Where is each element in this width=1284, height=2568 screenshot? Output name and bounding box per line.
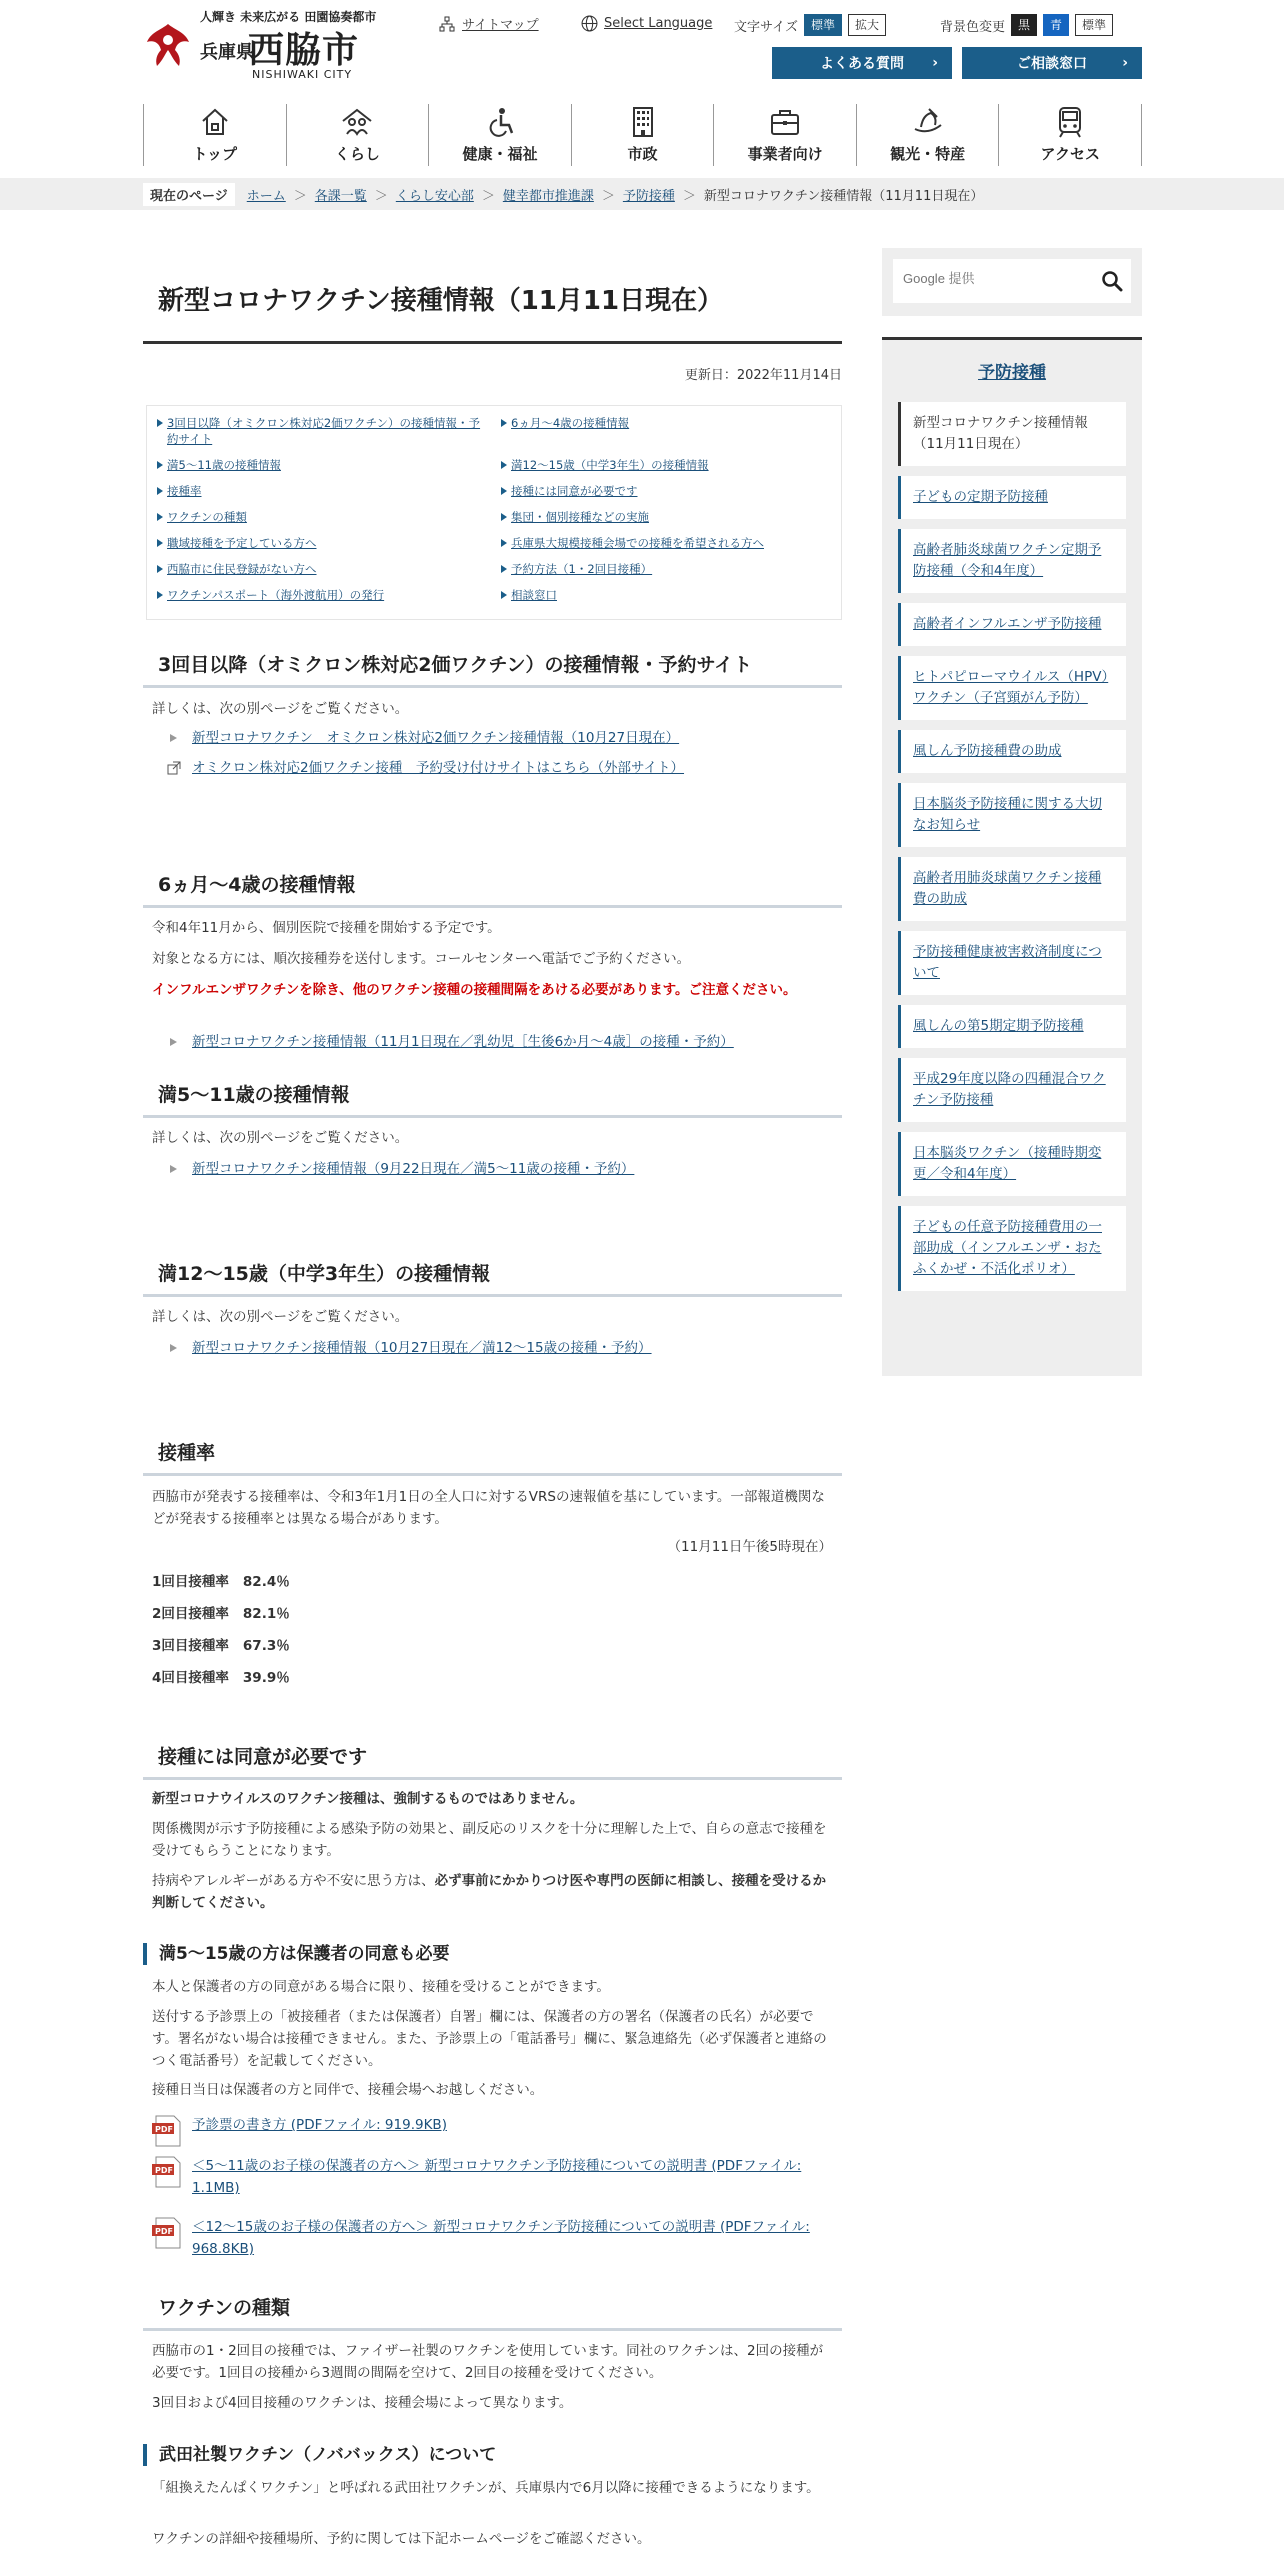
city-logo-icon[interactable]	[143, 20, 193, 70]
subsection-heading: 武田社製ワクチン（ノババックス）について	[143, 2444, 842, 2466]
triangle-bullet-icon	[170, 734, 177, 742]
rate-label: 2回目接種率	[152, 1606, 229, 1622]
sidebar-item[interactable]	[898, 529, 1126, 593]
section-text: 西脇市が発表する接種率は、令和3年1月1日の全人口に対するVRSの速報値を基にしています。一部報道機関などが発表する接種率とは異なる場合があります。	[152, 1489, 825, 1527]
section-text: 送付する予診票上の「被接種者（または保護者）自署」欄には、保護者の方の署名（保護者の氏名）が必要です。署名がない場合は接種できません。また、予診票上の「電話番号」欄に、緊急連絡先（必ず保護者と連絡のつく電話番号）を記載してください。	[152, 2009, 827, 2069]
breadcrumb	[0, 178, 1284, 210]
external-link-icon	[166, 760, 182, 776]
rate-value: 82.4％	[242, 1574, 290, 1590]
rate-value: 82.1％	[242, 1606, 290, 1622]
sidebar-item[interactable]	[898, 1132, 1126, 1196]
section-heading: 3回目以降（オミクロン株対応2価ワクチン）の接種情報・予約サイト	[143, 650, 842, 688]
pdf-icon	[152, 2114, 184, 2148]
age5-11-info-link[interactable]: 新型コロナワクチン接種情報（9月22日現在／満5～11歳の接種・予約）	[192, 1161, 635, 1177]
sidebar-item-link[interactable]: 風しん予防接種費の助成	[913, 743, 1062, 759]
omicron-info-link[interactable]: 新型コロナワクチン オミクロン株対応2価ワクチン接種情報（10月27日現在）	[192, 730, 680, 746]
sidebar-item-link[interactable]: 高齢者用肺炎球菌ワクチン接種費の助成	[913, 870, 1102, 907]
gnav-label: 事業者向け	[747, 145, 823, 163]
rate-label: 1回目接種率	[152, 1574, 229, 1590]
section-heading: 接種には同意が必要です	[143, 1742, 842, 1780]
breadcrumb-link-kurashi[interactable]: くらし安心部	[395, 189, 474, 204]
toc-link[interactable]: 相談窓口	[499, 587, 833, 603]
toc-link[interactable]: 兵庫県大規模接種会場での接種を希望される方へ	[499, 535, 833, 551]
triangle-bullet-icon	[170, 1038, 177, 1046]
section-text: 本人と保護者の方の同意がある場合に限り、接種を受けることができます。	[152, 1979, 610, 1995]
breadcrumb-separator: ＞	[374, 189, 388, 204]
section-heading: 満5～11歳の接種情報	[143, 1080, 842, 1118]
sidebar-item[interactable]	[898, 1005, 1126, 1048]
gnav-item-health[interactable]	[428, 104, 571, 166]
section-bold-text: 新型コロナウイルスのワクチン接種は、強制するものではありません。	[152, 1791, 584, 1807]
rate-label: 4回目接種率	[152, 1670, 229, 1686]
breadcrumb-separator: ＞	[481, 189, 495, 204]
consult-button-label: ご相談窓口	[1017, 56, 1087, 72]
sidebar-item-current: 新型コロナワクチン接種情報（11月11日現在）	[898, 402, 1126, 466]
section-text: 令和4年11月から、個別医院で接種を開始する予定です。	[152, 920, 501, 936]
pdf-icon	[152, 2216, 184, 2250]
pdf-link[interactable]: ＜5～11歳のお子様の保護者の方へ＞ 新型コロナワクチン予防接種についての説明書 (PDFファイル: 1.1MB)	[192, 2158, 802, 2196]
breadcrumb-separator: ＞	[293, 189, 307, 204]
bg-black-button[interactable]: 黒	[1011, 14, 1037, 36]
sidebar-item-link[interactable]: 風しんの第5期定期予防接種	[913, 1018, 1084, 1034]
language-wrap	[580, 14, 712, 32]
triangle-bullet-icon	[170, 1344, 177, 1352]
rate-label: 3回目接種率	[152, 1638, 229, 1654]
section-text-part: 持病やアレルギーがある方や不安に思う方は、	[152, 1873, 435, 1889]
section-text: 3回目および4回目接種のワクチンは、接種会場によって異なります。	[152, 2395, 573, 2411]
sidebar-item[interactable]	[898, 783, 1126, 847]
select-language-link[interactable]: Select Language	[604, 15, 713, 31]
gnav-label: 健康・福祉	[462, 145, 538, 163]
pdf-link[interactable]: ＜12～15歳のお子様の保護者の方へ＞ 新型コロナワクチン予防接種についての説明書 (PDFファイル: 968.8KB)	[192, 2219, 810, 2257]
rate-value: 67.3％	[242, 1638, 290, 1654]
section-text: 詳しくは、次の別ページをご覧ください。	[152, 1130, 409, 1146]
infant-info-link[interactable]: 新型コロナワクチン接種情報（11月1日現在／乳幼児［生後6か月～4歳］の接種・予約）	[192, 1034, 734, 1050]
link-row	[166, 1158, 826, 1180]
briefcase-icon	[768, 105, 802, 139]
gnav-item-tourism[interactable]	[856, 104, 999, 166]
triangle-bullet-icon	[170, 1165, 177, 1173]
toc-link[interactable]: ワクチンパスポート（海外渡航用）の発行	[155, 587, 489, 603]
pdf-link-row	[152, 2114, 832, 2136]
sidebar-item[interactable]	[898, 476, 1126, 519]
font-large-button[interactable]: 拡大	[848, 14, 886, 36]
table-of-contents	[146, 405, 842, 620]
subsection-heading: 満5～15歳の方は保護者の同意も必要	[143, 1943, 842, 1965]
section-text: ワクチンの詳細や接種場所、予約に関しては下記ホームページをご確認ください。	[152, 2531, 651, 2547]
toc-link[interactable]: 職域接種を予定している方へ	[155, 535, 489, 551]
section-text: 接種日当日は保護者の方と同伴で、接種会場へお越しください。	[152, 2082, 544, 2098]
breadcrumb-separator: ＞	[682, 189, 696, 204]
rate-row	[152, 1602, 290, 1622]
link-row	[166, 757, 826, 779]
link-row	[166, 1337, 826, 1359]
rate-row	[152, 1634, 290, 1654]
sidebar-title-link[interactable]: 予防接種	[978, 363, 1046, 383]
gnav-label: アクセス	[1040, 145, 1101, 163]
breadcrumb-link-departments[interactable]: 各課一覧	[314, 189, 367, 204]
age12-15-info-link[interactable]: 新型コロナワクチン接種情報（10月27日現在／満12～15歳の接種・予約）	[192, 1340, 652, 1356]
warning-text: インフルエンザワクチンを除き、他のワクチン接種の接種間隔をあける必要があります。ご注意ください。	[152, 982, 797, 998]
city-name-roman: NISHIWAKI CITY	[252, 68, 353, 81]
bg-blue-button[interactable]: 青	[1043, 14, 1069, 36]
section-text: 詳しくは、次の別ページをご覧ください。	[152, 701, 409, 717]
link-row	[166, 727, 826, 749]
updated-date: 更新日：2022年11月14日	[684, 368, 842, 383]
sidebar-item[interactable]	[898, 857, 1126, 921]
pdf-link-row	[152, 2155, 832, 2199]
sidebar-item-link[interactable]: 予防接種健康被害救済制度について	[913, 944, 1102, 981]
section-text-emphasis: 必ず事前にかかりつけ医や専門の医師に相談し、接種を受けるか判断してください。	[152, 1873, 827, 1911]
toc-link[interactable]: 予約方法（1・2回目接種）	[499, 561, 833, 577]
sitemap-link-wrap	[438, 14, 539, 33]
faq-button-label: よくある質問	[820, 56, 904, 72]
section-text: 対象となる方には、順次接種券を送付します。コールセンターへ電話でご予約ください。	[152, 951, 691, 967]
section-text: 詳しくは、次の別ページをご覧ください。	[152, 1309, 409, 1325]
wheelchair-icon	[483, 105, 517, 139]
sitemap-icon	[438, 15, 456, 33]
bg-standard-button[interactable]: 標準	[1075, 14, 1113, 36]
sidebar-item-link[interactable]: 平成29年度以降の四種混合ワクチン予防接種	[913, 1071, 1106, 1108]
toc-link[interactable]: 接種率	[155, 483, 489, 499]
sidebar-nav	[882, 337, 1142, 1376]
rate-value: 39.9％	[242, 1670, 290, 1686]
section-heading: 満12～15歳（中学3年生）の接種情報	[143, 1259, 842, 1297]
link-row	[166, 1031, 826, 1053]
omicron-reservation-link[interactable]: オミクロン株対応2価ワクチン接種 予約受け付けサイトはこちら（外部サイト）	[192, 760, 685, 776]
section-heading: 接種率	[143, 1438, 842, 1476]
search-input[interactable]	[903, 271, 1083, 286]
toc-link[interactable]: 集団・個別接種などの実施	[499, 509, 833, 525]
section-text: 西脇市の1・2回目の接種では、ファイザー社製のワクチンを使用しています。同社のワクチンは、2回の接種が必要です。1回目の接種から3週間の間隔を空けて、2回目の接種を受けてください。	[152, 2343, 824, 2381]
house-icon	[198, 105, 232, 139]
sidebar-item[interactable]	[898, 730, 1126, 773]
breadcrumb-link-vaccination[interactable]: 予防接種	[622, 189, 675, 204]
toc-link[interactable]: 西脇市に住民登録がない方へ	[155, 561, 489, 577]
bg-color-controls	[940, 14, 1113, 36]
breadcrumb-here-label: 現在のページ	[143, 183, 235, 206]
sidebar-item[interactable]	[898, 931, 1126, 995]
chevron-right-icon: ›	[932, 55, 938, 71]
toc-link[interactable]: 3回目以降（オミクロン株対応2価ワクチン）の接種情報・予約サイト	[155, 415, 489, 447]
gnav-label: 市政	[627, 145, 658, 163]
svg-text:PDF: PDF	[155, 2125, 173, 2134]
sidebar-item[interactable]	[898, 603, 1126, 646]
rate-row	[152, 1666, 290, 1686]
hat-icon	[911, 105, 945, 139]
pdf-link-row	[152, 2216, 832, 2260]
sidebar-item-link[interactable]: 高齢者インフルエンザ予防接種	[913, 616, 1102, 632]
consult-button[interactable]	[962, 47, 1142, 79]
bg-color-label: 背景色変更	[940, 19, 1006, 35]
breadcrumb-current: 新型コロナワクチン接種情報（11月11日現在）	[703, 189, 984, 204]
toc-link[interactable]: 満5～11歳の接種情報	[155, 457, 489, 473]
building-icon	[626, 105, 660, 139]
breadcrumb-separator: ＞	[601, 189, 615, 204]
toc-link[interactable]: ワクチンの種類	[155, 509, 489, 525]
section-text	[152, 1870, 832, 1914]
sitemap-link[interactable]: サイトマップ	[462, 18, 539, 33]
pdf-icon	[152, 2155, 184, 2189]
site-search	[882, 248, 1142, 316]
sidebar-item-link[interactable]: 日本脳炎ワクチン（接種時期変更／令和4年度）	[913, 1145, 1102, 1182]
pdf-link[interactable]: 予診票の書き方 (PDFファイル: 919.9KB)	[192, 2117, 447, 2133]
sidebar-item-link[interactable]: 高齢者肺炎球菌ワクチン定期予防接種（令和4年度）	[913, 542, 1102, 579]
sidebar-item-link[interactable]: 子どもの任意予防接種費用の一部助成（インフルエンザ・おたふくかぜ・不活化ポリオ）	[913, 1219, 1102, 1277]
gnav-label: トップ	[192, 145, 238, 163]
svg-text:PDF: PDF	[155, 2227, 173, 2236]
rate-row	[152, 1570, 290, 1590]
gnav-item-business[interactable]	[713, 104, 856, 166]
breadcrumb-link-kenko[interactable]: 健幸都市推進課	[502, 189, 594, 204]
train-icon	[1053, 105, 1087, 139]
breadcrumb-link-home[interactable]: ホーム	[246, 189, 286, 204]
sidebar-item-link[interactable]: 日本脳炎予防接種に関する大切なお知らせ	[913, 796, 1102, 833]
sidebar-item[interactable]	[898, 656, 1126, 720]
section-text: 関係機関が示す予防接種による感染予防の効果と、副反応のリスクを十分に理解した上で、自らの意志で接種を受けてもらうことになります。	[152, 1821, 827, 1859]
city-name[interactable]: 西脇市	[248, 30, 360, 71]
gnav-item-top[interactable]	[143, 104, 286, 166]
sidebar-item-link[interactable]: 子どもの定期予防接種	[913, 489, 1048, 505]
toc-link[interactable]: 6ヵ月～4歳の接種情報	[499, 415, 833, 447]
gnav-item-shisei[interactable]	[571, 104, 714, 166]
gnav-item-kurashi[interactable]	[286, 104, 429, 166]
svg-text:PDF: PDF	[155, 2166, 173, 2175]
prefecture-name: 兵庫県	[200, 42, 254, 63]
sidebar-item-link[interactable]: ヒトパピローマウイルス（HPV）ワクチン（子宮頸がん予防）	[913, 669, 1109, 706]
font-size-controls	[734, 14, 886, 36]
page-title: 新型コロナワクチン接種情報（11月11日現在）	[143, 248, 842, 344]
sidebar-item[interactable]	[898, 1206, 1126, 1291]
faq-button[interactable]	[772, 47, 952, 79]
gnav-label: くらし	[334, 145, 380, 163]
section-heading: 6ヵ月～4歳の接種情報	[143, 870, 842, 908]
gnav-label: 観光・特産	[890, 145, 966, 163]
section-heading: ワクチンの種類	[143, 2293, 842, 2331]
chevron-right-icon: ›	[1122, 55, 1128, 71]
globe-icon	[580, 14, 598, 32]
font-size-label: 文字サイズ	[734, 19, 798, 35]
search-icon[interactable]	[1101, 270, 1123, 292]
family-icon	[340, 105, 374, 139]
toc-link[interactable]: 満12～15歳（中学3年生）の接種情報	[499, 457, 833, 473]
global-nav	[143, 104, 1142, 166]
font-standard-button[interactable]: 標準	[804, 14, 842, 36]
sidebar-item[interactable]	[898, 1058, 1126, 1122]
as-of-text: （11月11日午後5時現在）	[667, 1539, 832, 1555]
city-tagline: 人輝き 未来広がる 田園協奏都市	[200, 10, 377, 24]
toc-link[interactable]: 接種には同意が必要です	[499, 483, 833, 499]
gnav-item-access[interactable]	[998, 104, 1142, 166]
section-text: 「組換えたんぱくワクチン」と呼ばれる武田社ワクチンが、兵庫県内で6月以降に接種できるようになります。	[152, 2480, 820, 2496]
